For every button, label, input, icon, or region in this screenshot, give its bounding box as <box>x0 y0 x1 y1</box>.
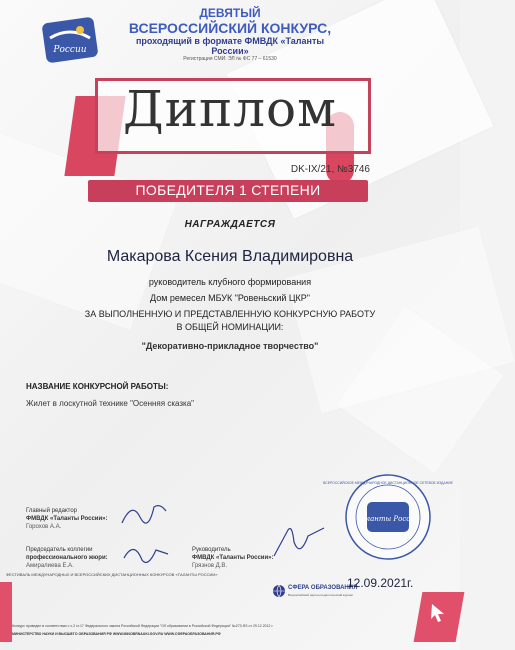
stamp-ring-text: ВСЕРОССИЙСКОЕ МЕЖДУНАРОДНОЕ ДИСТАНЦИОННОЕ СЕТЕВОЕ ИЗДАНИЕ <box>323 481 453 485</box>
head-block <box>192 546 274 570</box>
award-line-1: ЗА ВЫПОЛНЕННУЮ И ПРЕДСТАВЛЕННУЮ КОНКУРСНУЮ РАБОТУ <box>84 309 376 319</box>
cursor-icon <box>428 602 448 624</box>
chief-role: Главный редактор <box>26 508 78 514</box>
diploma-number: DK-IX/21, №3746 <box>290 164 370 175</box>
jury-role: Председатель коллегии <box>26 547 93 553</box>
chief-editor-block <box>26 507 108 531</box>
jury-org: профессионального жюри: <box>26 555 108 561</box>
head-org: ФМВДК «Таланты России»: <box>192 555 274 561</box>
jury-signature-icon <box>120 538 172 572</box>
header-format: проходящий в формате ФМВДК «Таланты России» <box>135 36 325 56</box>
head-role: Руководитель <box>192 547 231 553</box>
work-label: НАЗВАНИЕ КОНКУРСНОЙ РАБОТЫ: <box>26 382 169 391</box>
legal-text: ФЕСТИВАЛЬ МЕЖДУНАРОДНЫХ И ВСЕРОССИЙСКИХ ДИСТАНЦИОННЫХ КОНКУРСОВ «ТАЛАНТЫ РОССИИ» <box>6 572 218 577</box>
head-signature-icon <box>270 522 328 562</box>
sphere-globe-icon <box>272 584 286 598</box>
stamp-icon <box>323 472 453 562</box>
chief-signature-icon <box>120 497 170 529</box>
jury-name: Амиралиева Е.А. <box>26 563 74 569</box>
jury-block <box>26 546 108 570</box>
svg-text:России: России <box>53 45 87 55</box>
bottom-line-1: Конкурс проведен в соответствии с ч.2 ст.17 Федерального закона Российской Федерации "Об образовании в Российской Федерации" №273-ФЗ от 29.12.2012 г. <box>12 624 274 628</box>
recipient-position: руководитель клубного формирования <box>148 277 312 287</box>
bottom-line-2: МИНИСТЕРСТВО НАУКИ И ВЫСШЕГО ОБРАЗОВАНИЯ РФ WWW.MINOBRNAUKI.GOV.RU WWW.СФЕРАОБРАЗОВАНИЯ.РФ <box>12 632 221 636</box>
stamp-center-text: Таланты России <box>356 515 420 523</box>
head-name: Грязнов Д.В. <box>192 563 228 569</box>
sphere-subtitle: Всероссийский научно-педагогический журнал <box>288 593 354 597</box>
diploma-title: Диплом <box>122 80 338 138</box>
chief-name: Горохов А.А. <box>26 524 62 530</box>
header-registration: Регистрация СМИ: ЭЛ № ФС 77 – 61530 <box>183 56 277 62</box>
contest-header <box>120 6 340 62</box>
talanty-logo-icon <box>40 10 100 66</box>
corner-accent-left <box>0 582 12 642</box>
awarded-label: НАГРАЖДАЕТСЯ <box>184 219 276 230</box>
award-line-2: В ОБЩЕЙ НОМИНАЦИИ: <box>176 322 284 332</box>
header-contest: ВСЕРОССИЙСКИЙ КОНКУРС, <box>128 20 332 36</box>
recipient-organization: Дом ремесел МБУК "Ровеньский ЦКР" <box>150 293 310 303</box>
work-title: Жилет в лоскутной технике "Осенняя сказка" <box>26 399 194 408</box>
header-ordinal: ДЕВЯТЫЙ <box>199 6 261 20</box>
sphere-title: СФЕРА ОБРАЗОВАНИЯ <box>288 585 358 591</box>
nomination-name: "Декоративно-прикладное творчество" <box>141 341 319 351</box>
recipient-name: Макарова Ксения Владимировна <box>106 248 354 265</box>
issue-date: 12.09.2021г. <box>347 576 414 590</box>
chief-org: ФМВДК «Таланты России»: <box>26 516 108 522</box>
degree-text: ПОБЕДИТЕЛЯ 1 СТЕПЕНИ <box>135 182 321 198</box>
